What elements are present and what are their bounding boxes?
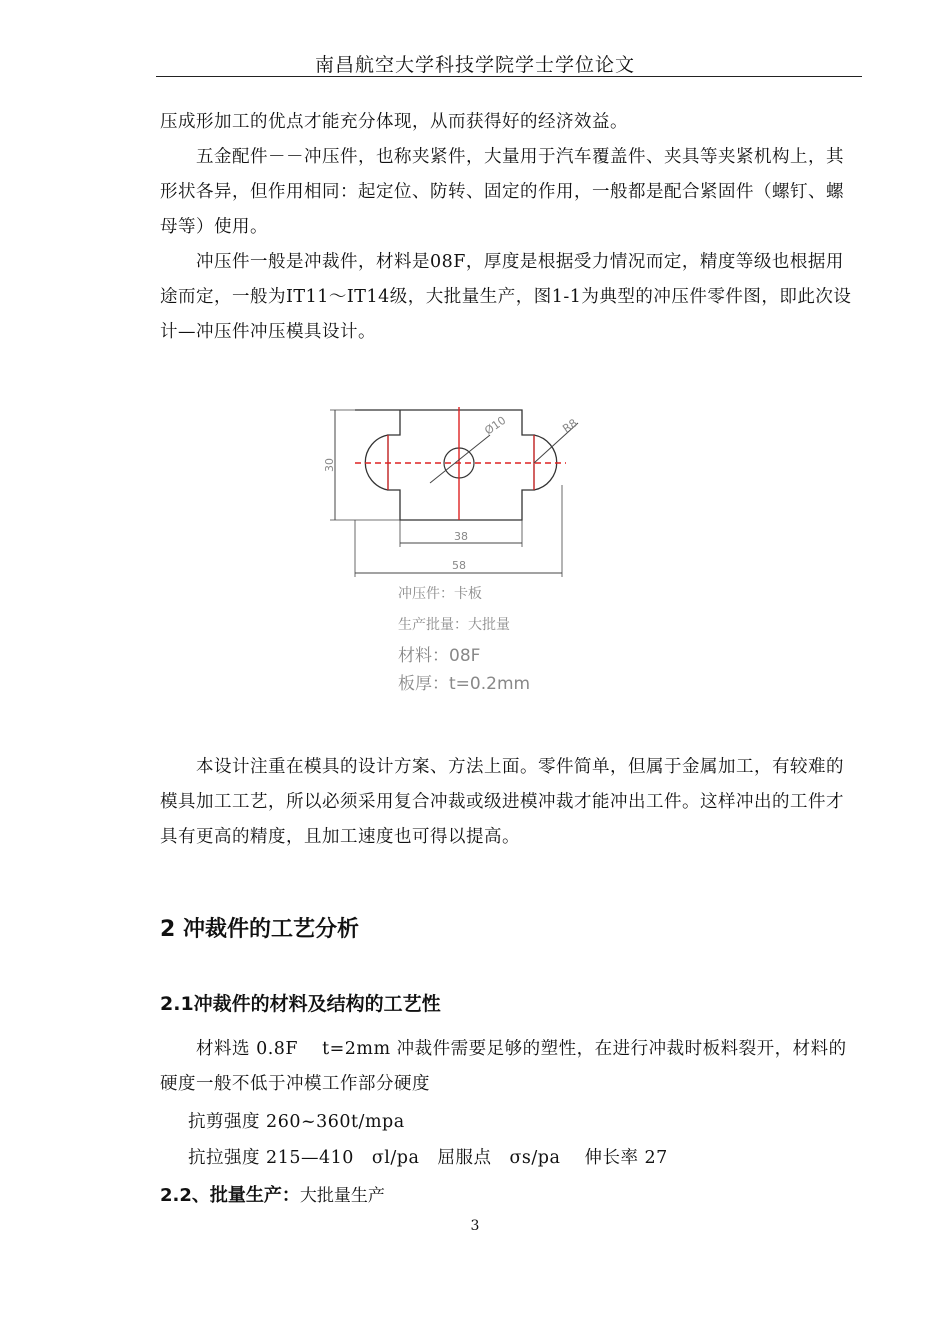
section-2-2-value: 大批量生产 [299,1186,385,1206]
diameter-leader [430,435,490,483]
section-2-heading: 2 冲裁件的工艺分析 [160,917,359,942]
section-2-1-heading: 2.1冲裁件的材料及结构的工艺性 [160,993,441,1015]
part-drawing-svg [320,395,580,705]
inner-width-label: 38 [454,530,468,543]
paragraph-4: 本设计注重在模具的设计方案、方法上面。零件简单，但属于金属加工，有较难的模具加工工艺，所以必须采用复合冲裁或级进模冲裁才能冲出工件。这样冲出的工件才具有更高的精度，且加工速度也可得以提高。 [160,757,844,847]
diameter-label: Ø10 [482,413,509,438]
tensile-strength-line: 抗拉强度 215—410 σl/pa 屈服点 σs/pa 伸长率 27 [188,1148,668,1168]
label-part: 冲压件：卡板 [398,586,482,602]
label-thickness: 板厚：t=0.2mm [398,674,531,694]
shear-strength-line: 抗剪强度 260~360t/mpa [188,1112,405,1132]
paragraph-1: 压成形加工的优点才能充分体现，从而获得好的经济效益。 [160,112,628,132]
height-label: 30 [323,458,336,472]
paragraph-2: 五金配件－－冲压件，也称夹紧件，大量用于汽车覆盖件、夹具等夹紧机构上，其形状各异，但作用相同：起定位、防转、固定的作用，一般都是配合紧固件（螺钉、螺母等）使用。 [160,147,844,237]
outer-width-label: 58 [452,559,466,572]
paragraph-3: 冲压件一般是冲裁件，材料是08F，厚度是根据受力情况而定，精度等级也根据用途而定，一般为IT11～IT14级，大批量生产，图1-1为典型的冲压件零件图，即此次设计—冲压件冲压模具设计。 [160,252,852,342]
radius-label: R8 [560,416,580,436]
header-rule [156,76,862,77]
section-2-2-heading [160,1181,385,1207]
section-2-2-title: 2.2、批量生产： [160,1185,300,1206]
section-2-1-paragraph: 材料选 0.8F t=2mm 冲裁件需要足够的塑性，在进行冲裁时板料裂开，材料的硬度一般不低于冲模工作部分硬度 [160,1039,847,1094]
label-batch: 生产批量：大批量 [398,617,510,633]
page-header-title: 南昌航空大学科技学院学士学位论文 [314,54,635,76]
part-drawing-figure [320,395,580,705]
label-material: 材料：08F [398,646,481,666]
page-number: 3 [470,1218,480,1234]
